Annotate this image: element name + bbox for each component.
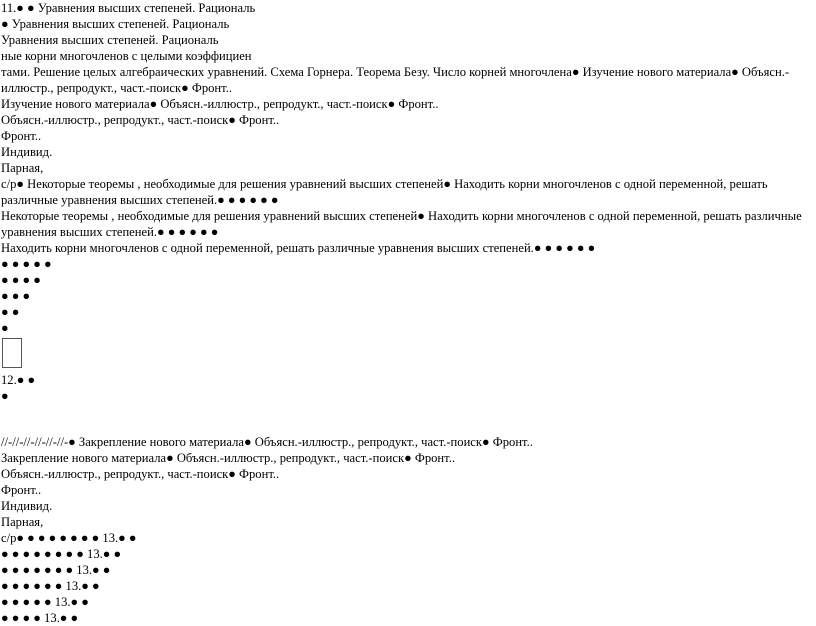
bullet-row-4: ● ● ● ● bbox=[1, 273, 41, 287]
text-line-13-e: ● ● ● ● ● 13.● ● bbox=[1, 595, 89, 609]
bullet-row-2: ● ● bbox=[1, 305, 20, 319]
text-line-front: Фронт.. bbox=[1, 129, 42, 143]
paragraph-topic: тами. Решение целых алгебраических уравнений. Схема Горнера. Теорема Безу. Число корней многочлена● Изучение нового материала● Объясн.-иллюстр., репродукт., част.-поиск● Фронт.. bbox=[1, 65, 790, 95]
text-line-13-f: ● ● ● ● 13.● ● bbox=[1, 611, 79, 625]
bullet-row-3: ● ● ● bbox=[1, 289, 31, 303]
text-line-method-2: Объясн.-иллюстр., репродукт., част.-поиск● Фронт.. bbox=[1, 113, 280, 127]
text-line-13-d: ● ● ● ● ● ● 13.● ● bbox=[1, 579, 100, 593]
text-line-consolidation-2: Закрепление нового материала● Объясн.-иллюстр., репродукт., част.-поиск● Фронт.. bbox=[1, 451, 456, 465]
empty-image-frame bbox=[2, 338, 22, 368]
bullet-row-5: ● ● ● ● ● bbox=[1, 257, 52, 271]
text-line-individual-2: Индивид. bbox=[1, 499, 53, 513]
paragraph-theorems-1: с/р● Некоторые теоремы , необходимые для решения уравнений высших степеней● Находить корни многочленов с одной переменной, решать различные уравнения высших степеней.● ● ● ● ● ● bbox=[1, 177, 768, 207]
text-line-3: Уравнения высших степеней. Рациональ bbox=[1, 33, 219, 47]
text-line-front-2: Фронт.. bbox=[1, 483, 42, 497]
bullet-row-1: ● bbox=[1, 321, 9, 335]
text-line-lesson-12: 12.● ● bbox=[1, 373, 36, 387]
spacer bbox=[1, 404, 815, 434]
text-line-roots: Находить корни многочленов с одной переменной, решать различные уравнения высших степеней.● ● ● ● ● ● bbox=[1, 241, 596, 255]
text-line-method-3: Объясн.-иллюстр., репродукт., част.-поиск● Фронт.. bbox=[1, 467, 280, 481]
paragraph-theorems-2: Некоторые теоремы , необходимые для решения уравнений высших степеней● Находить корни многочленов с одной переменной, решать различные уравнения высших степеней.● ● ● ● ● ● bbox=[1, 209, 802, 239]
text-line-4: ные корни многочленов с целыми коэффициен bbox=[1, 49, 252, 63]
bullet-single: ● bbox=[1, 389, 9, 403]
text-line-pair-2: Парная, bbox=[1, 515, 44, 529]
text-line-1: 11.● ● Уравнения высших степеней. Рациональ bbox=[1, 1, 256, 15]
text-line-13-a: с/р● ● ● ● ● ● ● ● 13.● ● bbox=[1, 531, 137, 545]
text-line-consolidation: //-//-//-//-//-//-● Закрепление нового материала● Объясн.-иллюстр., репродукт., част.-поиск● Фронт.. bbox=[1, 435, 533, 449]
text-line-method: Изучение нового материала● Объясн.-иллюстр., репродукт., част.-поиск● Фронт.. bbox=[1, 97, 439, 111]
text-line-13-b: ● ● ● ● ● ● ● ● 13.● ● bbox=[1, 547, 122, 561]
text-line-individual: Индивид. bbox=[1, 145, 53, 159]
text-line-pair: Парная, bbox=[1, 161, 44, 175]
text-line-13-c: ● ● ● ● ● ● ● 13.● ● bbox=[1, 563, 111, 577]
text-line-2: ● Уравнения высших степеней. Рациональ bbox=[1, 17, 230, 31]
